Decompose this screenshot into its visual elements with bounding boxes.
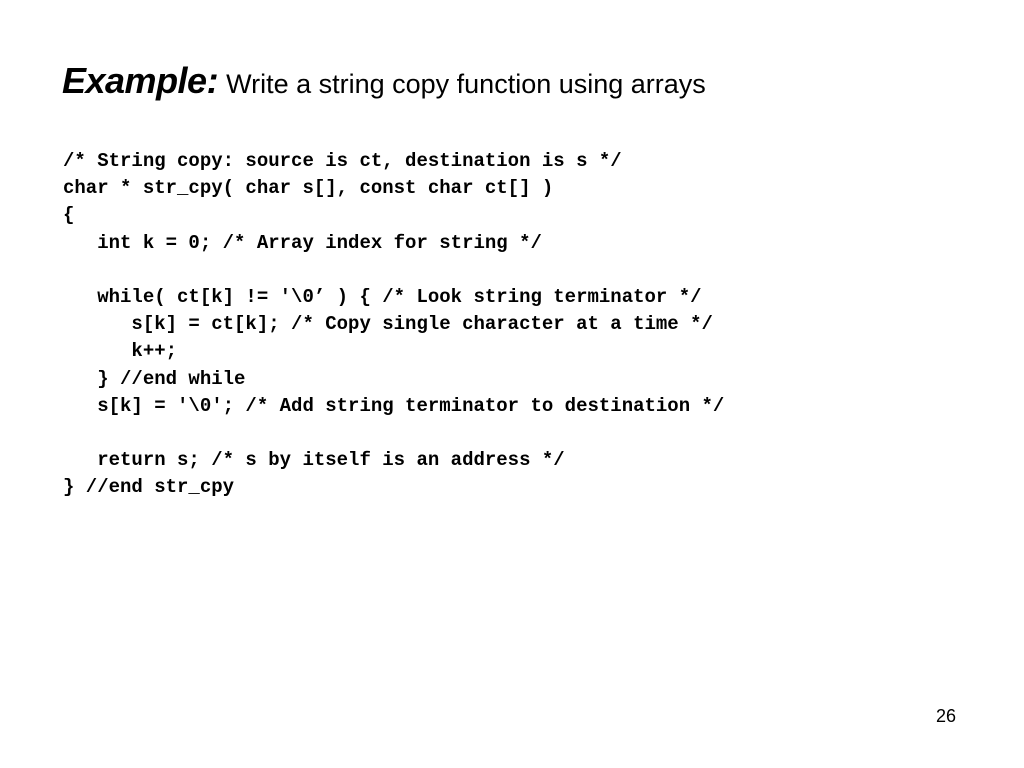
code-line — [63, 420, 724, 447]
code-line: } //end while — [63, 367, 246, 390]
code-line: } //end str_cpy — [63, 476, 235, 499]
code-line: s[k] = ct[k]; /* Copy single character at a time */ — [63, 313, 713, 336]
code-line: char * str_cpy( char s[], const char ct[] ) — [63, 177, 554, 200]
code-line: while( ct[k] != '\0’ ) { /* Look string terminator */ — [63, 285, 702, 308]
code-block — [63, 148, 724, 501]
code-line: /* String copy: source is ct, destination is s */ — [63, 150, 622, 172]
code-line: int k = 0; /* Array index for string */ — [63, 231, 542, 254]
slide-title — [62, 60, 706, 102]
code-line: return s; /* s by itself is an address */ — [63, 449, 565, 472]
page-number: 26 — [936, 706, 957, 726]
code-line: s[k] = '\0'; /* Add string terminator to destination */ — [63, 394, 725, 417]
slide-title-emphasis: Example: — [62, 60, 219, 101]
code-line — [63, 257, 724, 284]
code-line: k++; — [63, 340, 178, 363]
slide-title-text: Write a string copy function using arrays — [226, 69, 706, 99]
code-line: { — [63, 204, 75, 227]
